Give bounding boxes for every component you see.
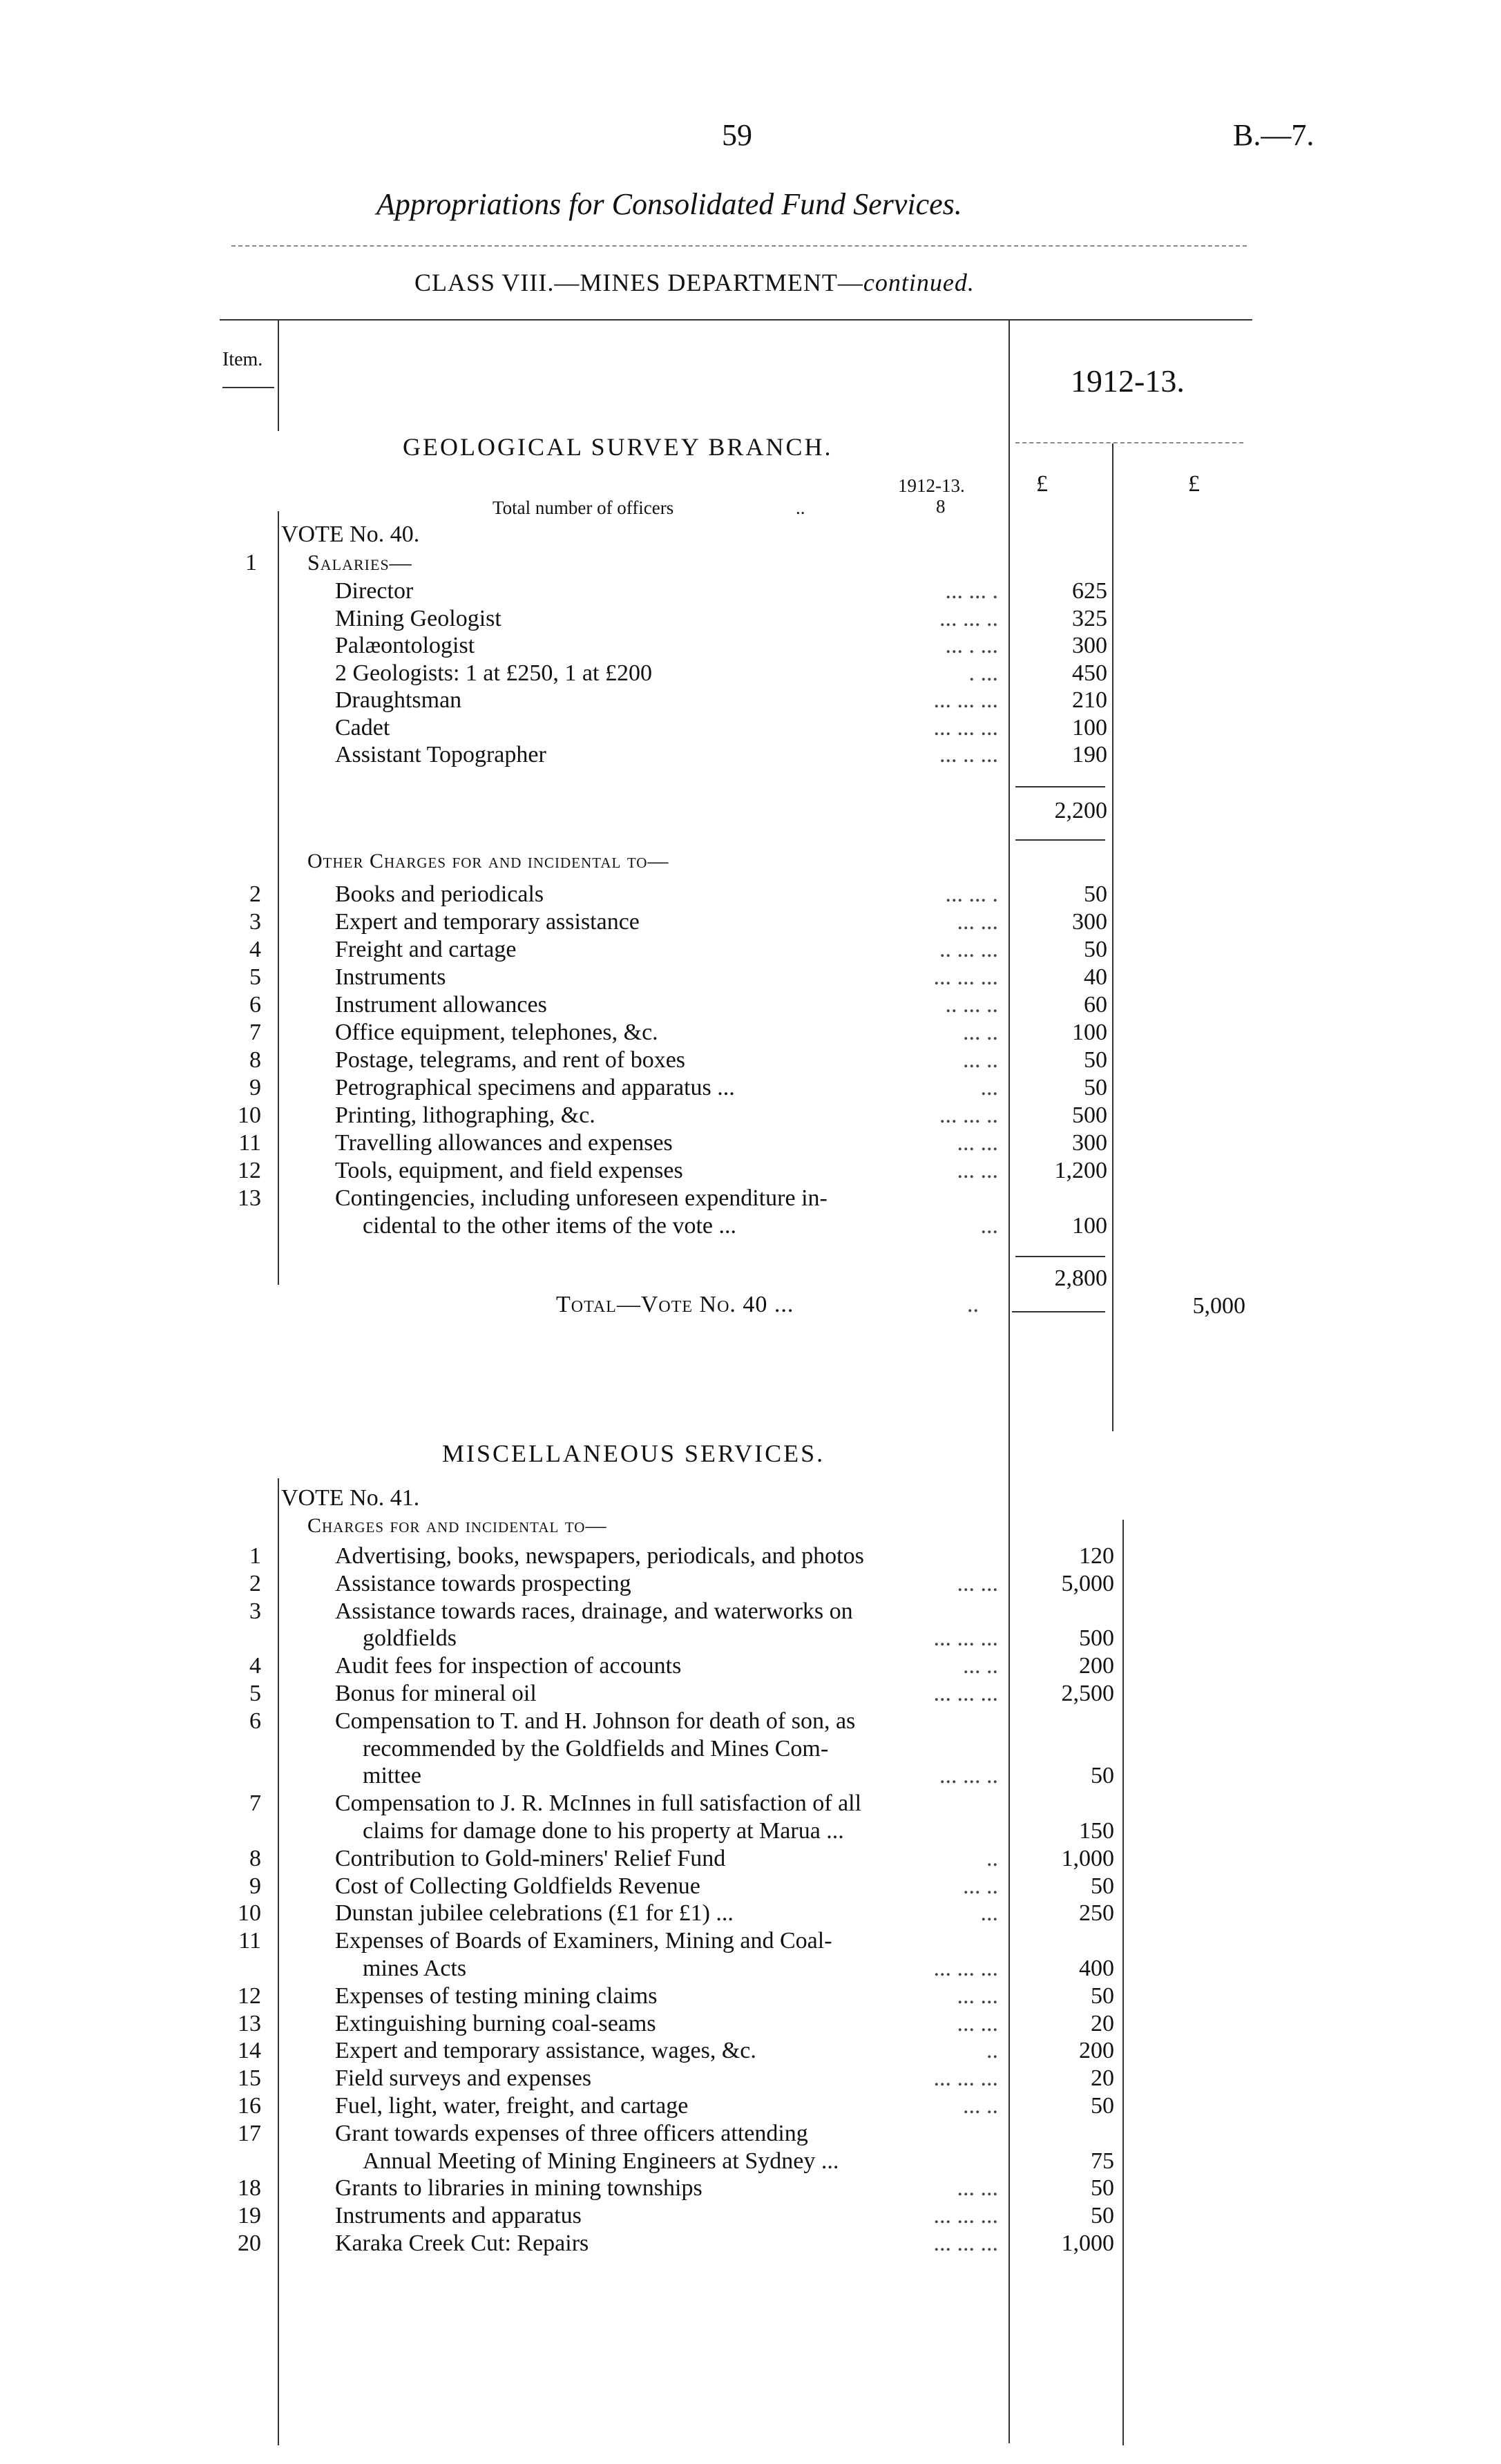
list-item <box>0 1625 1501 1652</box>
item-amount: 20 <box>1091 2010 1114 2036</box>
list-item <box>0 964 1501 991</box>
item-description: Expenses of Boards of Examiners, Mining and Coal- <box>335 1928 832 1954</box>
list-item <box>0 1873 1501 1900</box>
list-item <box>0 2230 1501 2257</box>
item-description: Expenses of testing mining claims <box>335 1983 658 2009</box>
list-item <box>0 2148 1501 2175</box>
item-number: 6 <box>249 992 261 1018</box>
item-description: Tools, equipment, and field expenses <box>335 1158 683 1183</box>
item-number: 7 <box>249 1790 261 1817</box>
item-number: 1 <box>249 1543 261 1569</box>
table-top-rule <box>220 319 1252 321</box>
item-number: 3 <box>249 909 261 935</box>
item-description: Advertising, books, newspapers, periodicals, and photos <box>335 1543 864 1569</box>
item-description: goldfields <box>363 1625 457 1652</box>
item-number: 8 <box>249 1845 261 1871</box>
item-description: Grant towards expenses of three officers attending <box>335 2120 808 2146</box>
item-number: 10 <box>238 1900 261 1927</box>
list-item <box>0 1817 1501 1845</box>
item-amount: 50 <box>1084 937 1107 962</box>
document-reference: B.—7. <box>1233 118 1314 152</box>
dot-leader: ... <box>980 1213 998 1239</box>
list-item <box>0 2010 1501 2038</box>
page-number: 59 <box>722 118 752 152</box>
item-number: 12 <box>238 1983 261 2009</box>
item-number: 11 <box>238 1928 261 1954</box>
item-number: 4 <box>249 937 261 962</box>
item-description: Contribution to Gold-miners' Relief Fund <box>335 1845 726 1871</box>
item-amount: 300 <box>1072 633 1107 658</box>
dot-leader: .. ... .. <box>945 992 998 1018</box>
dot-leader: ... .. <box>963 2093 998 2119</box>
item-amount: 50 <box>1084 1075 1107 1100</box>
dot-leader: ... ... <box>957 1983 998 2009</box>
item-amount: 300 <box>1072 1130 1107 1156</box>
item-amount: 40 <box>1084 964 1107 990</box>
item-description: Field surveys and expenses <box>335 2065 592 2092</box>
item-amount: 300 <box>1072 909 1107 935</box>
salaries-item-number: 1 <box>245 550 257 575</box>
item-description: Printing, lithographing, &c. <box>335 1102 595 1128</box>
list-item <box>0 660 1501 687</box>
dot-leader: ... ... <box>957 1158 998 1183</box>
geological-heading: GEOLOGICAL SURVEY BRANCH. <box>403 433 833 461</box>
item-amount: 250 <box>1079 1900 1114 1927</box>
other-subtotal-rule <box>1015 1256 1105 1257</box>
item-header-underline <box>222 387 274 388</box>
list-item <box>0 2175 1501 2202</box>
salaries-subtotal-rule <box>1015 786 1105 787</box>
item-number: 4 <box>249 1653 261 1679</box>
item-column-divider <box>278 319 279 431</box>
dot-leader: ... .. <box>963 1047 998 1073</box>
officers-year: 1912-13. <box>898 475 965 496</box>
item-number: 6 <box>249 1708 261 1734</box>
item-number: 5 <box>249 1681 261 1706</box>
item-description: Travelling allowances and expenses <box>335 1130 673 1156</box>
list-item <box>0 1680 1501 1708</box>
list-item <box>0 881 1501 908</box>
dot-leader: ... ... <box>957 1570 998 1596</box>
dot-leader: ... ... ... <box>933 1625 998 1652</box>
item-number: 10 <box>238 1102 261 1128</box>
item-number: 8 <box>249 1047 261 1073</box>
dot-leader: ... ... ... <box>933 1681 998 1706</box>
item-amount: 75 <box>1091 2148 1114 2174</box>
dot-leader: ... ... <box>957 1130 998 1156</box>
item-amount: 1,200 <box>1054 1158 1107 1183</box>
item-number: 18 <box>238 2175 261 2202</box>
item-amount: 500 <box>1072 1102 1107 1128</box>
item-amount: 120 <box>1079 1543 1114 1569</box>
item-description: Instruments <box>335 964 446 990</box>
item-amount: 100 <box>1072 1020 1107 1045</box>
dot-leader: ... ... ... <box>933 2231 998 2256</box>
item-number: 9 <box>249 1873 261 1899</box>
class-heading-main: CLASS VIII.—MINES DEPARTMENT— <box>414 269 863 296</box>
item-description: 2 Geologists: 1 at £250, 1 at £200 <box>335 660 652 686</box>
other-subtotal-underline <box>1012 1311 1105 1312</box>
list-item <box>0 1762 1501 1790</box>
item-description: Instrument allowances <box>335 992 547 1018</box>
item-number: 9 <box>249 1075 261 1100</box>
item-number: 20 <box>238 2231 261 2256</box>
dot-leader: ... <box>980 1075 998 1100</box>
dot-leader: ... ... .. <box>939 1763 998 1789</box>
vote-41-label: VOTE No. 41. <box>281 1485 420 1511</box>
item-description: Director <box>335 578 414 604</box>
year-underline <box>1015 442 1243 443</box>
other-subtotal: 2,800 <box>1054 1266 1107 1291</box>
list-item <box>0 741 1501 769</box>
item-number: 17 <box>238 2120 261 2146</box>
dot-leader: ... .. ... <box>939 742 998 767</box>
list-item <box>0 936 1501 964</box>
item-description: Compensation to T. and H. Johnson for death of son, as <box>335 1708 856 1734</box>
item-number: 19 <box>238 2203 261 2229</box>
item-description: Draughtsman <box>335 687 462 713</box>
vote-40-label: VOTE No. 40. <box>281 522 420 547</box>
item-amount: 50 <box>1091 2203 1114 2229</box>
item-number: 5 <box>249 964 261 990</box>
dot-leader: ... ... . <box>945 881 998 907</box>
list-item <box>0 687 1501 714</box>
item-amount: 325 <box>1072 605 1107 631</box>
item-description: Assistance towards races, drainage, and waterworks on <box>335 1598 853 1624</box>
item-description: Books and periodicals <box>335 881 544 907</box>
item-number: 3 <box>249 1598 261 1624</box>
item-amount: 50 <box>1091 1873 1114 1899</box>
dot-leader: ... ... ... <box>933 687 998 713</box>
salaries-subtotal: 2,200 <box>1054 798 1107 823</box>
dot-leader: .. <box>986 1845 998 1871</box>
dot-leader: .. ... ... <box>939 937 998 962</box>
item-description: Assistant Topographer <box>335 742 546 767</box>
item-amount: 450 <box>1072 660 1107 686</box>
item-amount: 400 <box>1079 1956 1114 1981</box>
item-amount: 5,000 <box>1061 1570 1114 1596</box>
list-item <box>0 1543 1501 1570</box>
dot-leader: ... ... ... <box>933 1956 998 1981</box>
list-item <box>0 1955 1501 1983</box>
item-description: Cost of Collecting Goldfields Revenue <box>335 1873 700 1899</box>
dot-leader: ... . ... <box>945 633 998 658</box>
item-description: claims for damage done to his property at Marua ... <box>363 1818 844 1844</box>
item-description: Contingencies, including unforeseen expenditure in- <box>335 1185 828 1211</box>
item-description: mittee <box>363 1763 421 1789</box>
dot-leader: ... ... <box>957 2175 998 2202</box>
item-amount: 200 <box>1079 1653 1114 1679</box>
list-item <box>0 1157 1501 1185</box>
list-item <box>0 2065 1501 2092</box>
class-heading-continued: continued. <box>863 269 975 296</box>
officers-label: Total number of officers <box>493 497 674 518</box>
dot-leader: ... ... ... <box>933 2203 998 2229</box>
list-item <box>0 1708 1501 1735</box>
list-item <box>0 991 1501 1019</box>
item-number: 15 <box>238 2065 261 2092</box>
list-item <box>0 1900 1501 1927</box>
item-description: Expert and temporary assistance <box>335 909 640 935</box>
list-item <box>0 1845 1501 1873</box>
item-amount: 200 <box>1079 2038 1114 2064</box>
dot-leader: ... ... . <box>945 578 998 604</box>
item-amount: 50 <box>1084 1047 1107 1073</box>
item-description: Expert and temporary assistance, wages, &c. <box>335 2038 756 2064</box>
item-description: Extinguishing burning coal-seams <box>335 2010 656 2036</box>
other-charges-heading: Other Charges for and incidental to— <box>307 850 669 872</box>
dot-leader: ... ... ... <box>933 2065 998 2092</box>
list-item <box>0 632 1501 660</box>
list-item <box>0 1185 1501 1212</box>
list-item <box>0 1129 1501 1157</box>
list-item <box>0 1074 1501 1102</box>
misc-heading: MISCELLANEOUS SERVICES. <box>442 1440 825 1467</box>
item-number: 2 <box>249 1570 261 1596</box>
item-description: Karaka Creek Cut: Repairs <box>335 2231 589 2256</box>
list-item <box>0 2120 1501 2148</box>
list-item <box>0 2037 1501 2065</box>
item-amount: 1,000 <box>1061 2231 1114 2256</box>
item-description: Bonus for mineral oil <box>335 1681 537 1706</box>
item-amount: 20 <box>1091 2065 1114 2092</box>
currency-col1: £ <box>1036 471 1048 497</box>
dot-leader: .. <box>986 2038 998 2064</box>
list-item <box>0 577 1501 605</box>
title-divider <box>231 245 1247 247</box>
item-description: mines Acts <box>363 1956 467 1981</box>
list-item <box>0 1047 1501 1074</box>
list-item <box>0 714 1501 742</box>
item-amount: 500 <box>1079 1625 1114 1652</box>
vote-40-total-label: Total—Vote No. 40 ... <box>556 1292 794 1317</box>
item-amount: 210 <box>1072 687 1107 713</box>
item-description: recommended by the Goldfields and Mines Com- <box>363 1735 829 1761</box>
item-amount: 625 <box>1072 578 1107 604</box>
item-amount: 50 <box>1091 2175 1114 2202</box>
dot-leader: ... ... <box>957 2010 998 2036</box>
item-description: Audit fees for inspection of accounts <box>335 1653 682 1679</box>
item-amount: 2,500 <box>1061 1681 1114 1706</box>
item-description: Cadet <box>335 714 390 741</box>
item-number: 13 <box>238 1185 261 1211</box>
item-description: Palæontologist <box>335 633 475 658</box>
list-item <box>0 2092 1501 2120</box>
item-number: 12 <box>238 1158 261 1183</box>
item-description: Compensation to J. R. McInnes in full satisfaction of all <box>335 1790 862 1817</box>
item-number: 7 <box>249 1020 261 1045</box>
list-item <box>0 1019 1501 1047</box>
officers-count: 8 <box>936 496 946 517</box>
vote-40-total: 5,000 <box>1192 1293 1245 1319</box>
dot-leader: ... ... .. <box>939 605 998 631</box>
item-number: 13 <box>238 2010 261 2036</box>
item-description: Postage, telegrams, and rent of boxes <box>335 1047 686 1073</box>
salaries-subtotal-underline <box>1015 839 1105 841</box>
class-heading <box>414 268 975 297</box>
list-item <box>0 1212 1501 1240</box>
item-amount: 100 <box>1072 1213 1107 1239</box>
item-description: Mining Geologist <box>335 605 501 631</box>
currency-col2: £ <box>1188 471 1200 497</box>
dot-leader: . ... <box>968 660 998 686</box>
list-item <box>0 1927 1501 1955</box>
list-item <box>0 1735 1501 1763</box>
list-item <box>0 1598 1501 1625</box>
item-description: Office equipment, telephones, &c. <box>335 1020 658 1045</box>
item-description: Grants to libraries in mining townships <box>335 2175 702 2202</box>
list-item <box>0 1790 1501 1817</box>
dot-leader: ... ... <box>957 909 998 935</box>
dot-leader: ... <box>980 1900 998 1927</box>
item-amount: 60 <box>1084 992 1107 1018</box>
item-amount: 50 <box>1091 1763 1114 1789</box>
dot-leader: ... .. <box>963 1873 998 1899</box>
item-number: 11 <box>238 1130 261 1156</box>
item-number: 14 <box>238 2038 261 2064</box>
list-item <box>0 1652 1501 1680</box>
item-description: cidental to the other items of the vote ... <box>363 1213 737 1239</box>
item-amount: 100 <box>1072 714 1107 741</box>
dot-leader: ... ... .. <box>939 1102 998 1128</box>
page-title: Appropriations for Consolidated Fund Services. <box>376 187 962 221</box>
item-amount: 50 <box>1084 881 1107 907</box>
list-item <box>0 2202 1501 2230</box>
item-description: Instruments and apparatus <box>335 2203 582 2229</box>
item-number: 2 <box>249 881 261 907</box>
dot-leader: ... .. <box>963 1653 998 1679</box>
item-description: Fuel, light, water, freight, and cartage <box>335 2093 689 2119</box>
item-amount: 1,000 <box>1061 1845 1114 1871</box>
item-amount: 150 <box>1079 1818 1114 1844</box>
item-column-header: Item. <box>222 349 263 370</box>
list-item <box>0 1570 1501 1598</box>
list-item <box>0 1102 1501 1129</box>
item-amount: 50 <box>1091 2093 1114 2119</box>
year-header: 1912-13. <box>1071 363 1185 399</box>
item-amount: 50 <box>1091 1983 1114 2009</box>
item-number: 16 <box>238 2093 261 2119</box>
item-amount: 190 <box>1072 742 1107 767</box>
item-description: Freight and cartage <box>335 937 517 962</box>
list-item <box>0 908 1501 936</box>
item-description: Petrographical specimens and apparatus ... <box>335 1075 735 1100</box>
vote-40-total-leader: .. <box>967 1292 979 1317</box>
salaries-heading: Salaries— <box>307 550 412 575</box>
list-item <box>0 605 1501 633</box>
dot-leader: ... .. <box>963 1020 998 1045</box>
list-item <box>0 1983 1501 2010</box>
dot-leader: ... ... ... <box>933 964 998 990</box>
officers-leader: .. <box>796 497 805 518</box>
dot-leader: ... ... ... <box>933 714 998 741</box>
misc-charges-heading: Charges for and incidental to— <box>307 1514 607 1537</box>
item-description: Assistance towards prospecting <box>335 1570 631 1596</box>
item-description: Annual Meeting of Mining Engineers at Sydney ... <box>363 2148 839 2174</box>
item-description: Dunstan jubilee celebrations (£1 for £1) ... <box>335 1900 734 1927</box>
